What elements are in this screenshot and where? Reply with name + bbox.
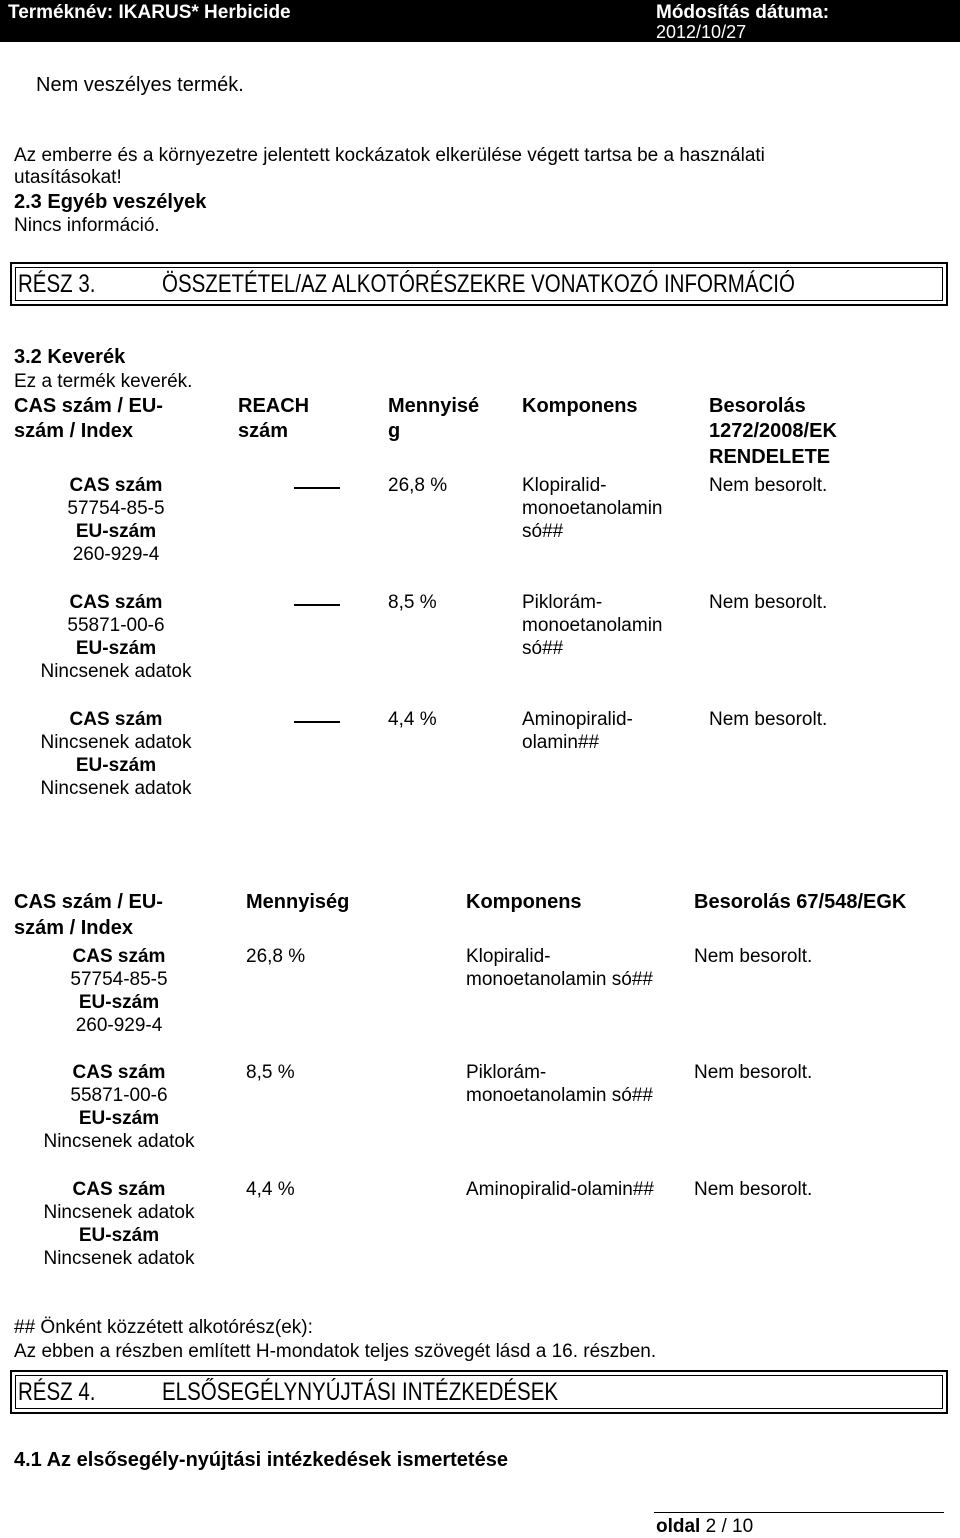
section-3-box: [10, 262, 948, 306]
mixture-heading: 3.2 Keverék: [14, 346, 126, 368]
modified-date: 2012/10/27: [656, 22, 747, 42]
table-row: [20, 591, 212, 683]
cas-number: 57754-85-5: [67, 498, 165, 519]
eu-label: EU-szám: [78, 1225, 160, 1246]
classification: Nem besorolt.: [694, 1062, 813, 1083]
t1-header-cas-2: szám / Index: [14, 420, 133, 442]
page-value: 2 / 10: [705, 1516, 754, 1537]
t1-header-reach-1: REACH: [238, 395, 310, 417]
eu-label: EU-szám: [78, 992, 160, 1013]
classification: Nem besorolt.: [694, 946, 813, 967]
cas-number: 55871-00-6: [67, 615, 165, 636]
cas-number: Nincsenek adatok: [40, 732, 192, 753]
section-3-number: RÉSZ 3.: [18, 270, 96, 298]
t1-header-cas-1: CAS szám / EU-: [14, 395, 163, 417]
cas-label: CAS szám: [72, 1179, 166, 1200]
eu-number: Nincsenek adatok: [40, 778, 192, 799]
eu-number: 260-929-4: [75, 1015, 163, 1036]
cas-label: CAS szám: [69, 709, 163, 730]
component: Klopiralid- monoetanolamin só##: [466, 946, 653, 990]
classification: Nem besorolt.: [694, 1179, 813, 1200]
component: Aminopiralid-olamin##: [466, 1179, 654, 1200]
reach-dash: [294, 604, 340, 606]
eu-number: 260-929-4: [72, 544, 160, 565]
eu-label: EU-szám: [75, 755, 157, 776]
quantity: 4,4 %: [246, 1179, 295, 1200]
footer-divider: [654, 1512, 944, 1513]
not-dangerous-text: Nem veszélyes termék.: [36, 74, 244, 96]
t2-header-component: Komponens: [466, 891, 582, 913]
table-row: [20, 708, 212, 800]
eu-number: Nincsenek adatok: [43, 1248, 195, 1269]
t1-header-class-2: 1272/2008/EK: [709, 420, 837, 442]
quantity: 4,4 %: [388, 709, 437, 730]
quantity: 8,5 %: [246, 1062, 295, 1083]
table-row: [20, 1178, 218, 1270]
page-number: [656, 1515, 753, 1538]
section-4-box: [10, 1370, 948, 1414]
cas-number: Nincsenek adatok: [43, 1202, 195, 1223]
section-3-title: ÖSSZETÉTEL/AZ ALKOTÓRÉSZEKRE VONATKOZÓ INFORMÁCIÓ: [162, 270, 795, 298]
cas-label: CAS szám: [69, 475, 163, 496]
quantity: 8,5 %: [388, 592, 437, 613]
modified-label: Módosítás dátuma:: [656, 2, 830, 23]
t1-header-component: Komponens: [522, 395, 638, 417]
table-row: [20, 945, 218, 1037]
product-name: Terméknév: IKARUS* Herbicide: [8, 2, 291, 23]
component: Piklorám- monoetanolamin só##: [522, 592, 663, 659]
quantity: 26,8 %: [388, 475, 448, 496]
cas-number: 57754-85-5: [70, 969, 168, 990]
h-statements-note: Az ebben a részben említett H-mondatok teljes szövegét lásd a 16. részben.: [14, 1341, 657, 1362]
voluntary-components-note: ## Önként közzétett alkotórész(ek):: [14, 1317, 313, 1338]
mixture-text: Ez a termék keverék.: [14, 371, 193, 392]
classification: Nem besorolt.: [709, 475, 828, 496]
quantity: 26,8 %: [246, 946, 306, 967]
t2-header-cas-2: szám / Index: [14, 917, 133, 939]
eu-label: EU-szám: [75, 521, 157, 542]
t1-header-class-3: RENDELETE: [709, 446, 831, 468]
t1-header-qty-1: Mennyisé: [388, 395, 480, 417]
section-4-number: RÉSZ 4.: [18, 1378, 96, 1406]
eu-number: Nincsenek adatok: [40, 661, 192, 682]
cas-label: CAS szám: [69, 592, 163, 613]
component: Aminopiralid- olamin##: [522, 709, 633, 753]
page-label: oldal: [656, 1516, 701, 1537]
t1-header-reach-2: szám: [238, 420, 289, 442]
t2-header-qty: Mennyiség: [246, 891, 350, 913]
other-hazards-heading: 2.3 Egyéb veszélyek: [14, 191, 207, 213]
eu-number: Nincsenek adatok: [43, 1131, 195, 1152]
section-4-title: ELSŐSEGÉLYNYÚJTÁSI INTÉZKEDÉSEK: [162, 1378, 559, 1406]
eu-label: EU-szám: [78, 1108, 160, 1129]
t1-header-qty-2: g: [388, 420, 401, 442]
cas-number: 55871-00-6: [70, 1085, 168, 1106]
eu-label: EU-szám: [75, 638, 157, 659]
instructions-line-2: utasításokat!: [14, 167, 122, 188]
cas-label: CAS szám: [72, 1062, 166, 1083]
classification: Nem besorolt.: [709, 709, 828, 730]
t2-header-cas-1: CAS szám / EU-: [14, 891, 163, 913]
t2-header-class: Besorolás 67/548/EGK: [694, 891, 907, 913]
instructions-line-1: Az emberre és a környezetre jelentett kockázatok elkerülése végett tartsa be a használati: [14, 145, 765, 166]
table-row: [20, 474, 212, 566]
header-bar: [0, 0, 960, 42]
first-aid-subheading: 4.1 Az elsősegély-nyújtási intézkedések ismertetése: [14, 1449, 508, 1471]
classification: Nem besorolt.: [709, 592, 828, 613]
component: Klopiralid- monoetanolamin só##: [522, 475, 663, 542]
component: Piklorám- monoetanolamin só##: [466, 1062, 653, 1106]
table-row: [20, 1061, 218, 1153]
reach-dash: [294, 721, 340, 723]
t1-header-class-1: Besorolás: [709, 395, 806, 417]
other-hazards-text: Nincs információ.: [14, 215, 160, 236]
cas-label: CAS szám: [72, 946, 166, 967]
reach-dash: [294, 487, 340, 489]
